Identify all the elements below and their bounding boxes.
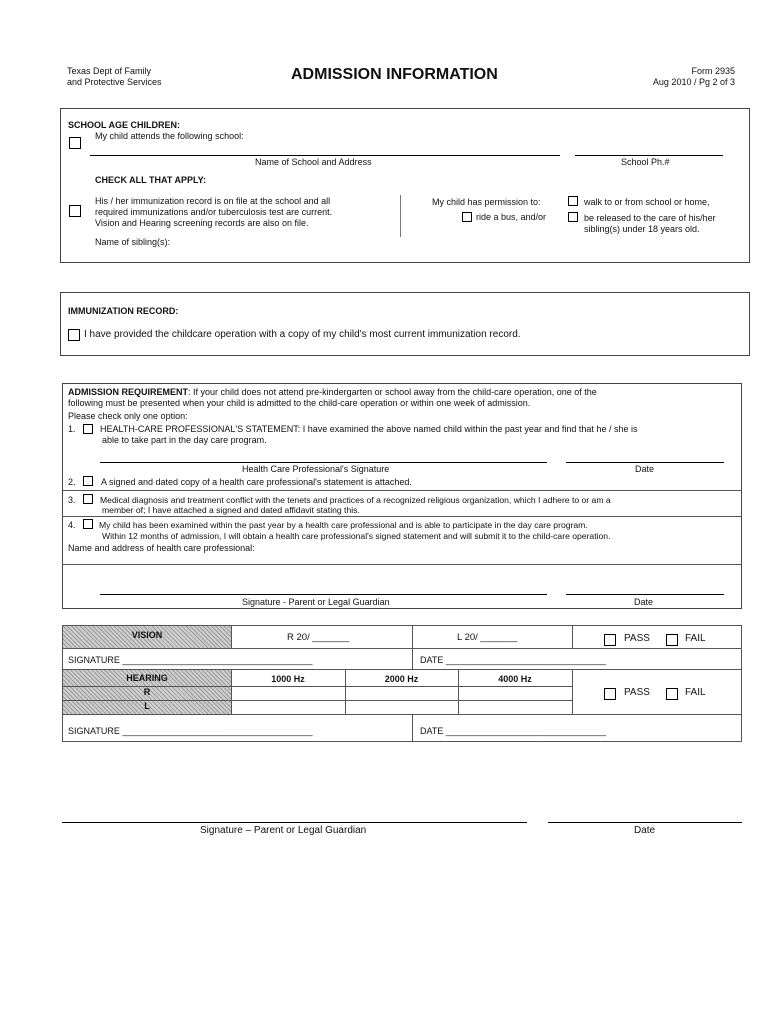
parent-date-caption: Date	[634, 597, 654, 607]
hearing-fail-label: FAIL	[685, 687, 706, 698]
siblings-label: Name of sibling(s):	[95, 237, 171, 247]
immunization-on-file-text3: Vision and Hearing screening records are also on file.	[95, 218, 309, 228]
hcp-name-field[interactable]	[62, 564, 742, 565]
option3-line2: member of; I have attached a signed and dated affidavit stating this.	[102, 505, 360, 515]
hearing-4000hz: 4000 Hz	[498, 674, 532, 684]
school-age-checkbox[interactable]	[69, 137, 81, 149]
hearing-col-divider-4	[572, 669, 573, 714]
vision-col-divider-3	[572, 625, 573, 648]
footer-signature-line[interactable]	[62, 822, 527, 823]
option1-line1: HEALTH-CARE PROFESSIONAL'S STATEMENT: I have examined the above named child within the past year and find that he / she is	[100, 424, 638, 434]
admission-instruction: Please check only one option:	[68, 411, 188, 421]
vision-label: VISION	[131, 630, 163, 640]
immunization-copy-checkbox[interactable]	[68, 329, 80, 341]
immunization-statement: I have provided the childcare operation with a copy of my child's most current immunization record.	[84, 329, 521, 340]
option1-checkbox[interactable]	[83, 424, 93, 434]
hcp-date-caption: Date	[635, 464, 655, 474]
released-sibling-label2: sibling(s) under 18 years old.	[584, 224, 700, 234]
hcp-date-line[interactable]	[566, 462, 724, 463]
hearing-left-label: L	[144, 701, 150, 711]
hearing-2000hz: 2000 Hz	[384, 674, 419, 684]
walk-label: walk to or from school or home,	[584, 197, 710, 207]
vision-row-divider	[62, 648, 742, 649]
admission-intro2: following must be presented when your child is admitted to the child-care operation or within one week of admission.	[68, 398, 531, 408]
school-name-address-line[interactable]	[90, 155, 560, 156]
option2-checkbox[interactable]	[83, 476, 93, 486]
option4-checkbox[interactable]	[83, 519, 93, 529]
agency-name-line2: and Protective Services	[67, 77, 162, 87]
immunization-on-file-text1: His / her immunization record is on file at the school and all	[95, 196, 331, 206]
hearing-1000hz: 1000 Hz	[271, 674, 305, 684]
option2-number: 2.	[68, 477, 76, 487]
hearing-right-label: R	[143, 687, 151, 697]
vision-col-divider-1	[231, 625, 232, 648]
school-divider	[400, 195, 401, 237]
option-divider-1	[62, 490, 742, 491]
hearing-l-4000-cell[interactable]	[459, 701, 572, 714]
hcp-signature-caption: Health Care Professional's Signature	[242, 464, 390, 474]
vision-pass-checkbox[interactable]	[604, 634, 616, 646]
vision-left-eye-field[interactable]: L 20/ _______	[457, 632, 518, 643]
ride-bus-label: ride a bus, and/or	[476, 212, 547, 222]
hearing-l-1000-cell[interactable]	[232, 701, 345, 714]
vision-pass-label: PASS	[624, 633, 650, 644]
immunization-record-section	[60, 292, 750, 356]
vision-signature-field[interactable]: SIGNATURE ______________________________________	[68, 655, 313, 665]
option3-line1: Medical diagnosis and treatment conflict with the tenets and practices of a recognized religious organization, which I adhere to or am a	[100, 495, 611, 505]
hearing-r-1000-cell[interactable]	[232, 687, 345, 700]
admission-intro1-text: : If your child does not attend pre-kindergarten or school away from the child-care operation, one of the	[188, 387, 597, 397]
admission-heading: ADMISSION REQUIREMENT	[68, 387, 189, 397]
hearing-date-field[interactable]: DATE ________________________________	[420, 726, 607, 736]
hearing-r-4000-cell[interactable]	[459, 687, 572, 700]
hearing-pass-checkbox[interactable]	[604, 688, 616, 700]
hearing-l-2000-cell[interactable]	[346, 701, 458, 714]
option2-text: A signed and dated copy of a health care professional's statement is attached.	[101, 477, 412, 487]
walk-checkbox[interactable]	[568, 196, 578, 206]
vision-fail-label: FAIL	[685, 633, 706, 644]
agency-name-line1: Texas Dept of Family	[67, 66, 152, 76]
parent-signature-caption: Signature - Parent or Legal Guardian	[242, 597, 390, 607]
check-all-heading: CHECK ALL THAT APPLY:	[95, 175, 207, 185]
option1-number: 1.	[68, 424, 76, 434]
hcp-signature-line[interactable]	[100, 462, 547, 463]
immunization-heading: IMMUNIZATION RECORD:	[68, 306, 179, 316]
hearing-fail-checkbox[interactable]	[666, 688, 678, 700]
school-phone-line[interactable]	[575, 155, 723, 156]
permission-label: My child has permission to:	[432, 197, 541, 207]
released-sibling-checkbox[interactable]	[568, 212, 578, 222]
form-number: Form 2935	[691, 66, 735, 76]
option4-line2: Within 12 months of admission, I will obtain a health care professional's signed statement and will submit it to the child-care operation.	[102, 531, 611, 541]
vision-right-eye-field[interactable]: R 20/ _______	[287, 632, 350, 643]
hearing-r-2000-cell[interactable]	[346, 687, 458, 700]
hearing-pass-label: PASS	[624, 687, 650, 698]
option-divider-2	[62, 516, 742, 517]
hearing-signature-field[interactable]: SIGNATURE ______________________________________	[68, 726, 313, 736]
parent-date-line[interactable]	[566, 594, 724, 595]
hcp-name-label: Name and address of health care professional:	[68, 543, 255, 553]
page-title: ADMISSION INFORMATION	[291, 66, 498, 83]
ride-bus-checkbox[interactable]	[462, 212, 472, 222]
footer-date-caption: Date	[634, 825, 656, 836]
option3-checkbox[interactable]	[83, 494, 93, 504]
footer-signature-caption: Signature – Parent or Legal Guardian	[200, 825, 367, 836]
school-age-heading: SCHOOL AGE CHILDREN:	[68, 120, 181, 130]
hearing-row-divider-3	[62, 714, 742, 715]
parent-signature-line[interactable]	[100, 594, 547, 595]
admission-intro1	[68, 387, 597, 397]
vision-fail-checkbox[interactable]	[666, 634, 678, 646]
option4-line1: My child has been examined within the past year by a health care professional and is able to participate in the day care program.	[99, 520, 588, 530]
released-sibling-label1: be released to the care of his/her	[584, 213, 716, 223]
option4-number: 4.	[68, 520, 76, 530]
option3-number: 3.	[68, 495, 76, 505]
footer-date-line[interactable]	[548, 822, 742, 823]
hearing-label: HEARING	[126, 673, 168, 683]
immunization-on-file-text2: required immunizations and/or tuberculosis test are current.	[95, 207, 333, 217]
form-date: Aug 2010 / Pg 2 of 3	[652, 77, 735, 87]
school-name-caption: Name of School and Address	[255, 157, 372, 167]
school-phone-caption: School Ph.#	[621, 157, 670, 167]
immunization-on-file-checkbox[interactable]	[69, 205, 81, 217]
hearing-sig-divider	[412, 714, 413, 742]
option1-line2: able to take part in the day care program.	[102, 435, 267, 445]
school-attends-label: My child attends the following school:	[95, 131, 244, 141]
vision-date-field[interactable]: DATE ________________________________	[420, 655, 607, 665]
